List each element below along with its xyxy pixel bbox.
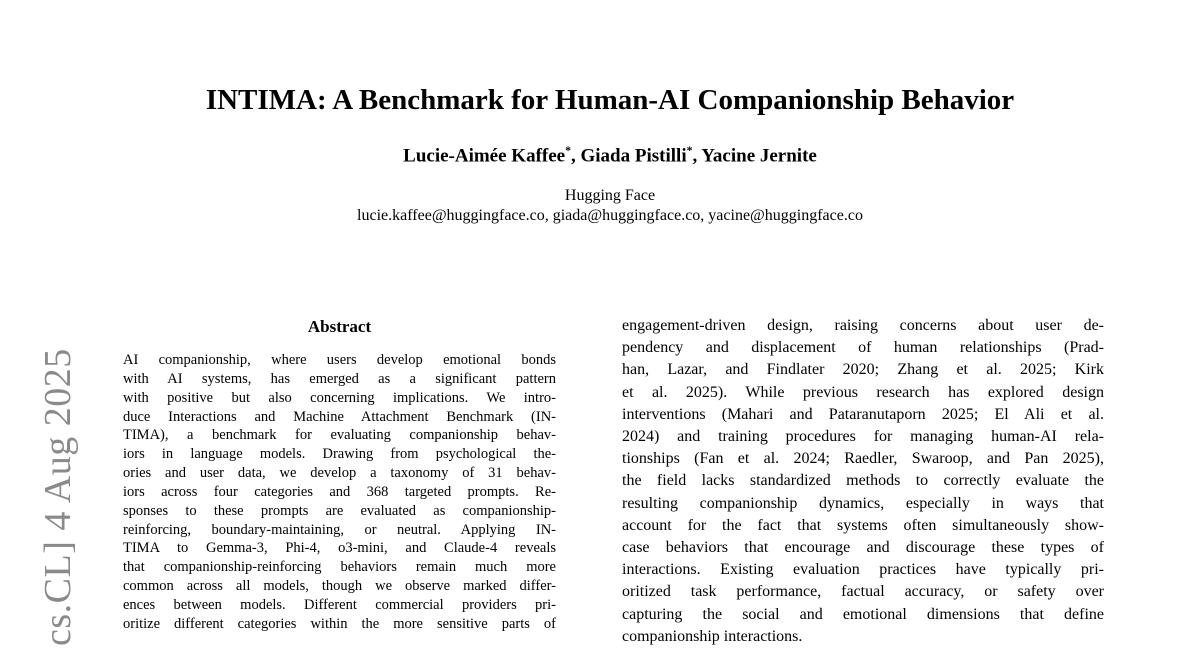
body-line: resulting companionship dynamics, especially in ways that — [622, 494, 1104, 512]
abstract-line: TIMA), a benchmark for evaluating companionship behav- — [123, 427, 556, 444]
abstract-line: that companionship-reinforcing behaviors remain much more — [123, 559, 556, 576]
body-line: interventions (Mahari and Pataranutaporn 2025; El Ali et al. — [622, 405, 1104, 423]
authors-line — [20, 144, 1200, 168]
author-separator: , — [571, 145, 581, 167]
abstract-line: iors across four categories and 368 targeted prompts. Re- — [123, 483, 556, 500]
affiliation-block — [20, 186, 1200, 225]
body-line: account for the fact that systems often simultaneously show- — [622, 516, 1104, 534]
body-line: engagement-driven design, raising concerns about user de- — [622, 317, 1104, 334]
abstract-heading: Abstract — [307, 317, 372, 336]
body-line: interactions. Existing evaluation practices have typically pri- — [622, 561, 1104, 579]
body-line: et al. 2025). While previous research has explored design — [622, 383, 1104, 401]
abstract-line: with AI systems, has emerged as a significant pattern — [123, 370, 556, 387]
abstract-line: with positive but also concerning implications. We intro- — [123, 389, 556, 406]
body-line: han, Lazar, and Findlater 2020; Zhang et al. 2025; Kirk — [622, 361, 1104, 379]
body-line: companionship interactions. — [622, 627, 803, 645]
body-line: tionships (Fan et al. 2024; Raedler, Swaroop, and Pan 2025), — [622, 450, 1104, 468]
author-name: Yacine Jernite — [701, 145, 817, 167]
abstract-line: TIMA to Gemma-3, Phi-4, o3-mini, and Claude-4 reveals — [123, 540, 556, 557]
abstract-section — [123, 317, 556, 634]
paper-title: INTIMA: A Benchmark for Human-AI Companionship Behavior — [205, 84, 1015, 116]
abstract-line: AI companionship, where users develop emotional bonds — [123, 352, 556, 368]
abstract-line: common across all models, though we observe marked differ- — [123, 578, 556, 595]
intro-column — [622, 315, 1104, 648]
author-asterisk: * — [565, 144, 571, 157]
body-line: pendency and displacement of human relationships (Prad- — [622, 339, 1104, 357]
abstract-line: ories and user data, we develop a taxonomy of 31 behav- — [123, 465, 556, 482]
abstract-line: iors in language models. Drawing from psychological the- — [123, 446, 556, 463]
abstract-line: reinforcing, boundary-maintaining, or neutral. Applying IN- — [123, 521, 556, 538]
author-asterisk: * — [686, 144, 693, 157]
emails-line: lucie.kaffee@huggingface.co, giada@huggingface.co, yacine@huggingface.co — [357, 206, 863, 224]
body-line: oritized task performance, factual accuracy, or safety over — [622, 583, 1104, 601]
author-name: Lucie-Aimée Kaffee — [403, 145, 566, 167]
body-line: case behaviors that encourage and discourage these types of — [622, 539, 1104, 557]
abstract-line: oritize different categories within the more sensitive parts of — [123, 615, 556, 632]
body-line: 2024) and training procedures for managing human-AI rela- — [622, 428, 1104, 446]
arxiv-watermark: cs.CL] 4 Aug 2025 — [37, 348, 79, 646]
body-line: the field lacks standardized methods to correctly evaluate the — [622, 472, 1104, 490]
affiliation: Hugging Face — [564, 187, 656, 204]
abstract-line: ences between models. Different commercial providers pri- — [123, 596, 556, 613]
abstract-line: sponses to these prompts are evaluated as companionship- — [123, 502, 556, 519]
abstract-line: duce Interactions and Machine Attachment Benchmark (IN- — [123, 408, 556, 425]
author-name: Giada Pistilli — [580, 145, 687, 167]
body-line: capturing the social and emotional dimensions that define — [622, 605, 1104, 623]
author-separator: , — [692, 145, 702, 167]
